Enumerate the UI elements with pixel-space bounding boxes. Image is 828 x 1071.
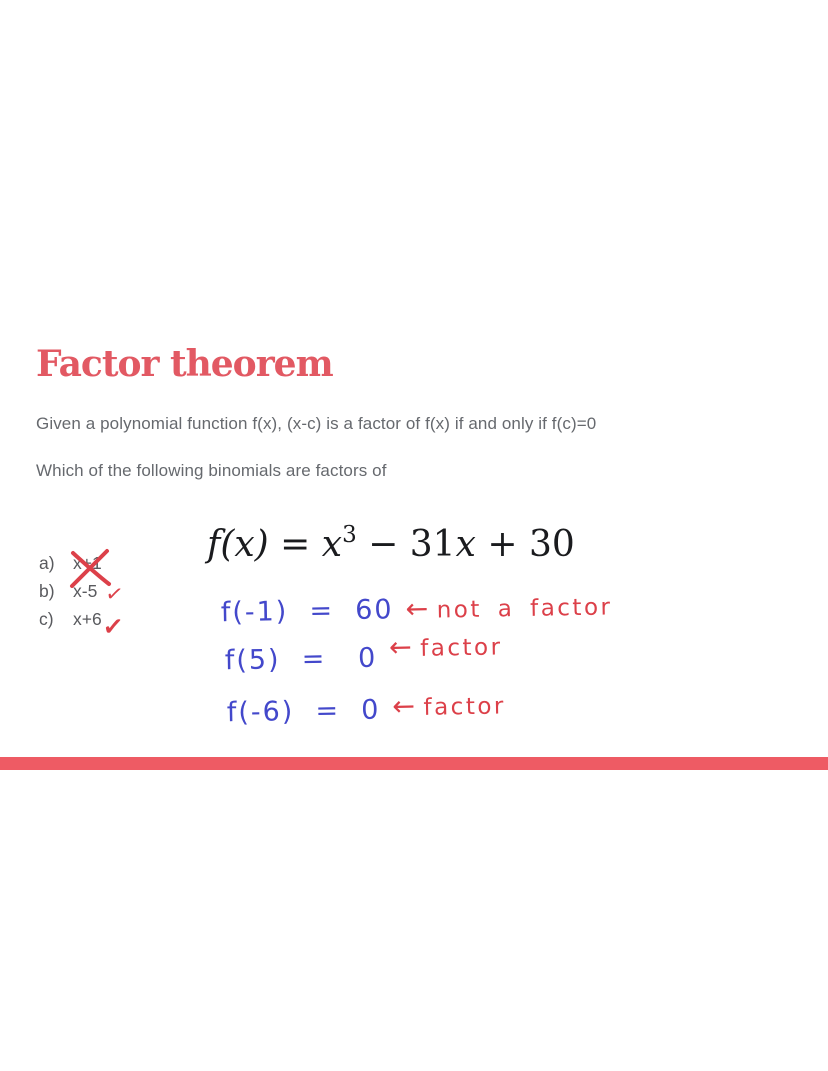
formula-segment: − 31: [356, 524, 456, 565]
option-a-text: x+1: [73, 553, 102, 573]
footer-accent-bar: [0, 757, 828, 770]
option-c-row: [39, 609, 125, 642]
formula-segment: f(x) = x: [207, 524, 343, 565]
note-text: not a factor: [436, 594, 613, 624]
handwritten-annotation-3: [208, 674, 506, 746]
left-arrow-icon: ←: [392, 690, 418, 723]
option-c-label: c): [39, 609, 54, 629]
handwritten-note: [380, 689, 506, 722]
answer-options-list: [39, 553, 126, 642]
option-c-text: x+6: [73, 609, 102, 629]
definition-text: Given a polynomial function f(x), (x-c) is a factor of f(x) if and only if f(c)=0: [36, 414, 597, 433]
left-arrow-icon: ←: [405, 593, 431, 626]
note-text: factor: [423, 693, 507, 721]
left-arrow-icon: ←: [388, 631, 415, 664]
formula-exponent: 3: [342, 522, 357, 548]
option-b-text: x-5: [73, 581, 98, 601]
handwritten-work: f(5) = 0: [224, 642, 378, 677]
option-b-row: [39, 581, 124, 609]
page-title: Factor theorem: [36, 343, 333, 385]
handwritten-note: [393, 590, 612, 625]
question-text: Which of the following binomials are factors of: [36, 461, 387, 480]
checkmark-icon: ✓: [104, 581, 126, 608]
note-text: factor: [419, 634, 503, 662]
option-a-label: a): [39, 553, 55, 573]
option-b-label: b): [39, 581, 55, 601]
formula-segment: + 30: [475, 524, 575, 565]
option-a-row: [39, 553, 124, 581]
checkmark-icon: ✓: [101, 612, 125, 642]
handwritten-work: f(-6) = 0: [226, 694, 381, 729]
handwritten-note: [377, 630, 503, 663]
handwritten-work: f(-1) = 60: [220, 594, 394, 629]
polynomial-formula: [207, 524, 575, 565]
formula-segment: x: [455, 524, 476, 565]
